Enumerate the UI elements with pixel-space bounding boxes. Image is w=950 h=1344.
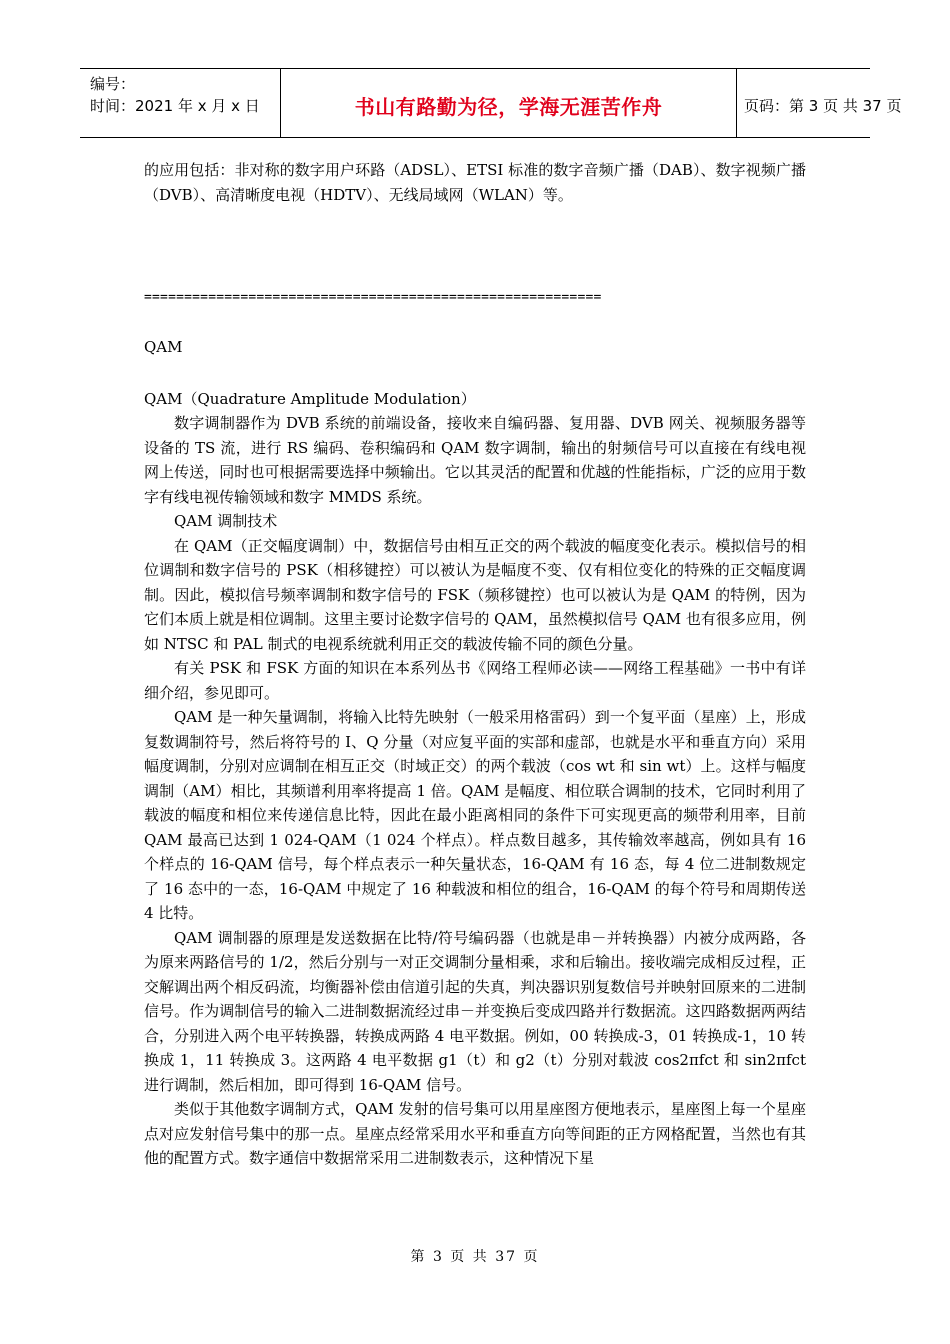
paragraph: 在 QAM（正交幅度调制）中，数据信号由相互正交的两个载波的幅度变化表示。模拟信号的相位调制和数字信号的 PSK（相移键控）可以被认为是幅度不变、仅有相位变化的特殊的正交幅度调制。因此，模拟信号频率调制和数字信号的 FSK（频移键控）也可以被认为是 QAM 的特例，因为它们本质上就是相位调制。这里主要讨论数字信号的 QAM，虽然模拟信号 QAM 也有很多应用，例如 NTSC 和 PAL 制式的电视系统就利用正交的载波传输不同的颜色分量。 xyxy=(144,536,806,653)
paragraph: QAM 调制器的原理是发送数据在比特/符号编码器（也就是串－并转换器）内被分成两路，各为原来两路信号的 1/2，然后分别与一对正交调制分量相乘，求和后输出。接收端完成相反过程，正交解调出两个相反码流，均衡器补偿由信道引起的失真，判决器识别复数信号并映射回原来的二进制信号。作为调制信号的输入二进制数据流经过串－并变换后变成四路并行数据流。这四路数据两两结合，分别进入两个电平转换器，转换成两路 4 电平数据。例如，00 转换成-3，01 转换成-1，10 转换成 1，11 转换成 3。这两路 4 电平数据 g1（t）和 g2（t）分别对载波 cos2πfct 和 sin2πfct 进行调制，然后相加，即可得到 16-QAM 信号。 xyxy=(144,928,806,1094)
section-heading: QAM xyxy=(144,338,183,356)
paragraph: 数字调制器作为 DVB 系统的前端设备，接收来自编码器、复用器、DVB 网关、视频服务器等设备的 TS 流，进行 RS 编码、卷积编码和 QAM 数字调制，输出的射频信号可以直接在有线电视网上传送，同时也可根据需要选择中频输出。它以其灵活的配置和优越的性能指标，广泛的应用于数字有线电视传输领域和数字 MMDS 系统。 xyxy=(144,414,806,506)
header-meta-cell xyxy=(80,69,280,137)
document-number-label: 编号： xyxy=(90,75,136,93)
header-motto-cell xyxy=(280,69,737,137)
header-page-cell xyxy=(736,69,902,137)
motto-text: 书山有路勤为径，学海无涯苦作舟 xyxy=(354,95,663,119)
paragraph: 有关 PSK 和 FSK 方面的知识在本系列丛书《网络工程师必读——网络工程基础》一书中有详细介绍，参见即可。 xyxy=(144,659,806,702)
intro-paragraph: 的应用包括：非对称的数字用户环路（ADSL）、ETSI 标准的数字音频广播（DAB）、数字视频广播（DVB）、高清晰度电视（HDTV）、无线局域网（WLAN）等。 xyxy=(144,161,806,204)
header-page-number: 页码：第 3 页 共 37 页 xyxy=(744,97,902,115)
paragraph: 类似于其他数字调制方式，QAM 发射的信号集可以用星座图方便地表示，星座图上每一个星座点对应发射信号集中的那一点。星座点经常采用水平和垂直方向等间距的正方网格配置，当然也有其他的配置方式。数字通信中数据常采用二进制数表示，这种情况下星 xyxy=(144,1100,806,1167)
document-date: 时间：2021 年 x 月 x 日 xyxy=(90,97,260,115)
document-body xyxy=(144,158,806,1171)
separator-line: ========================================================= xyxy=(144,290,602,305)
paragraph-title: QAM 调制技术 xyxy=(174,512,278,530)
page-footer: 第 3 页 共 37 页 xyxy=(410,1249,540,1265)
paragraph: QAM 是一种矢量调制，将输入比特先映射（一般采用格雷码）到一个复平面（星座）上，形成复数调制符号，然后将符号的 I、Q 分量（对应复平面的实部和虚部，也就是水平和垂直方向）采用幅度调制，分别对应调制在相互正交（时域正交）的两个载波（cos wt 和 sin wt）上。这样与幅度调制（AM）相比，其频谱利用率将提高 1 倍。QAM 是幅度、相位联合调制的技术，它同时利用了载波的幅度和相位来传递信息比特，因此在最小距离相同的条件下可实现更高的频带利用率，目前 QAM 最高已达到 1 024-QAM（1 024 个样点）。样点数目越多，其传输效率越高，例如具有 16 个样点的 16-QAM 信号，每个样点表示一种矢量状态，16-QAM 有 16 态，每 4 位二进制数规定了 16 态中的一态，16-QAM 中规定了 16 种载波和相位的组合，16-QAM 的每个符号和周期传送 4 比特。 xyxy=(144,708,806,922)
page-header xyxy=(80,68,902,138)
section-subheading: QAM（Quadrature Amplitude Modulation） xyxy=(144,389,476,408)
